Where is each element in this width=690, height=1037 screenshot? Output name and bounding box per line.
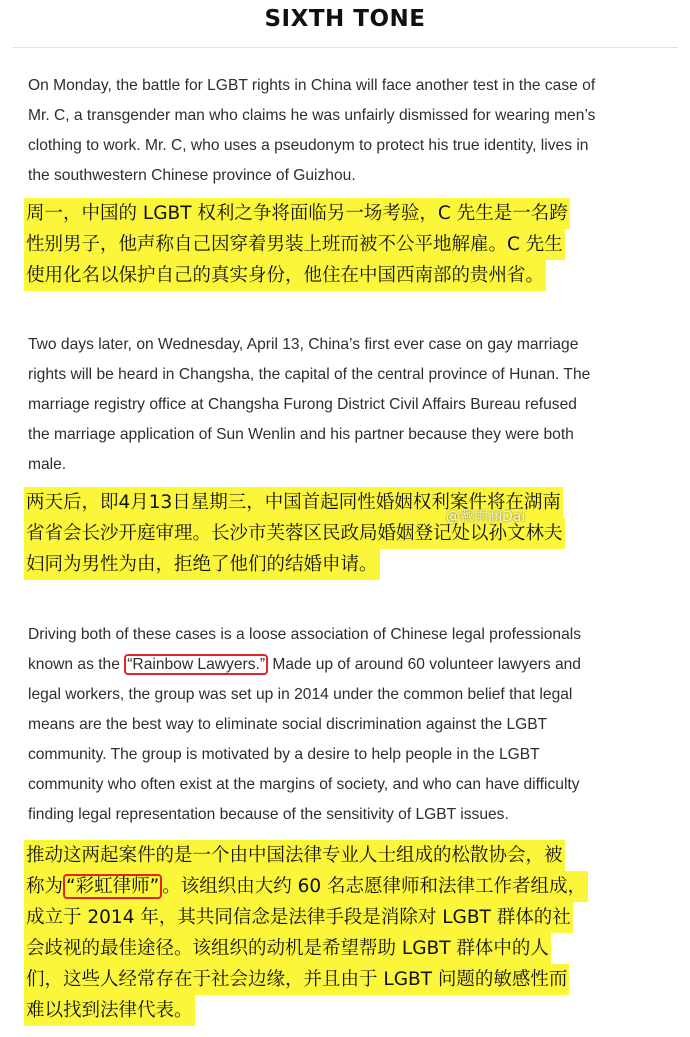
highlighted-line: 成立于 2014 年，其共同信念是法律手段是消除对 LGBT 群体的社 — [24, 902, 573, 933]
text-segment: Made up of around 60 volunteer lawyers and — [268, 656, 581, 673]
paragraph-1-english — [28, 71, 668, 191]
paragraph-3-english — [28, 620, 668, 830]
text-line: Driving both of these cases is a loose association of Chinese legal professionals — [28, 626, 582, 643]
header-divider — [12, 47, 678, 48]
text-segment: 。该组织由大约 60 名志愿律师和法律工作者组成， — [162, 876, 586, 897]
paragraph-2-chinese — [24, 487, 674, 580]
highlighted-line — [24, 871, 588, 902]
highlighted-line: 两天后，即4月13日星期三，中国首起同性婚姻权利案件将在湖南 — [24, 487, 563, 518]
text-line: male. — [28, 456, 67, 473]
highlighted-line: 省省会长沙开庭审理。长沙市芙蓉区民政局婚姻登记处以孙文林夫 — [24, 518, 565, 549]
text-segment: 称为 — [26, 876, 64, 897]
text-line: the marriage application of Sun Wenlin and his partner because they were both — [28, 426, 574, 443]
watermark-text: @戴雨涵Dai — [446, 509, 526, 525]
text-line: Two days later, on Wednesday, April 13, China’s first ever case on gay marriage — [28, 336, 579, 353]
highlighted-line: 推动这两起案件的是一个由中国法律专业人士组成的松散协会，被 — [24, 840, 565, 871]
highlighted-line: 使用化名以保护自己的真实身份，他住在中国西南部的贵州省。 — [24, 260, 546, 291]
text-line: community. The group is motivated by a desire to help people in the LGBT — [28, 746, 540, 763]
highlighted-line: 周一，中国的 LGBT 权利之争将面临另一场考验，C 先生是一名跨 — [24, 198, 570, 229]
highlighted-line: 难以找到法律代表。 — [24, 995, 195, 1026]
text-line: clothing to work. Mr. C, who uses a pseudonym to protect his true identity, lives in — [28, 137, 589, 154]
paragraph-3-chinese — [24, 840, 674, 1026]
text-line: rights will be heard in Changsha, the capital of the central province of Hunan. The — [28, 366, 591, 383]
highlighted-line: 妇同为男性为由，拒绝了他们的结婚申请。 — [24, 549, 380, 580]
text-line: finding legal representation because of the sensitivity of LGBT issues. — [28, 806, 509, 823]
text-segment: known as the — [28, 656, 125, 673]
highlighted-line: 们，这些人经常存在于社会边缘，并且由于 LGBT 问题的敏感性而 — [24, 964, 569, 995]
masthead-logo: SIXTH TONE — [264, 6, 426, 32]
paragraph-2-english — [28, 330, 668, 480]
rainbow-lawyers-boxed-term: “Rainbow Lawyers.” — [124, 654, 268, 675]
highlighted-line: 会歧视的最佳途径。该组织的动机是希望帮助 LGBT 群体中的人 — [24, 933, 551, 964]
text-line — [28, 650, 668, 680]
highlighted-line: 性别男子，他声称自己因穿着男装上班而被不公平地解雇。C 先生 — [24, 229, 565, 260]
text-line: community who often exist at the margins of society, and who can have difficulty — [28, 776, 580, 793]
text-line: legal workers, the group was set up in 2014 under the common belief that legal — [28, 686, 573, 703]
text-line: the southwestern Chinese province of Guizhou. — [28, 167, 356, 184]
text-line: marriage registry office at Changsha Furong District Civil Affairs Bureau refused — [28, 396, 577, 413]
text-line: Mr. C, a transgender man who claims he was unfairly dismissed for wearing men’s — [28, 107, 596, 124]
rainbow-lawyers-boxed-term-chinese: “彩虹律师” — [63, 874, 162, 899]
text-line: On Monday, the battle for LGBT rights in China will face another test in the case of — [28, 77, 596, 94]
paragraph-1-chinese — [24, 198, 674, 291]
text-line: means are the best way to eliminate social discrimination against the LGBT — [28, 716, 548, 733]
